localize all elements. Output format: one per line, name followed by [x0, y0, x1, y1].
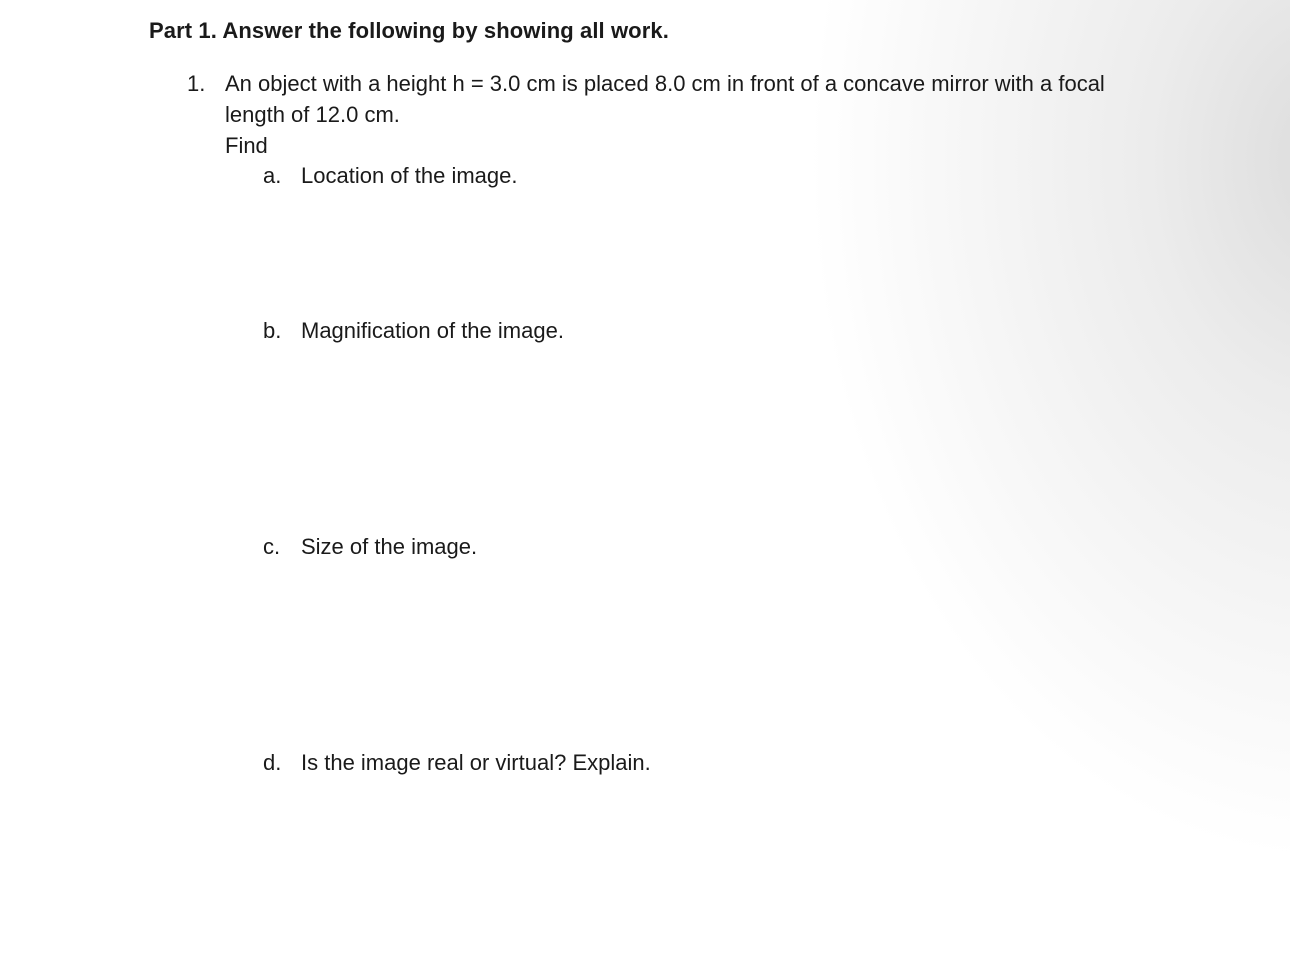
sub-question-letter: b. [263, 318, 282, 343]
sub-question-letter: c. [263, 534, 281, 559]
question-text-line-1: An object with a height h = 3.0 cm is placed 8.0 cm in front of a concave mirror with a focal [225, 71, 1105, 96]
sub-question-text: Magnification of the image. [301, 318, 564, 343]
sub-question-letter: d. [263, 750, 282, 775]
question-find-label: Find [225, 133, 268, 158]
part-heading: Part 1. Answer the following by showing all work. [149, 18, 669, 43]
sub-question-text: Size of the image. [301, 534, 478, 559]
question-body [225, 68, 1155, 161]
question-text-line-2: length of 12.0 cm. [225, 102, 400, 127]
question-number: 1. [187, 71, 206, 96]
sub-question-b [263, 315, 564, 346]
sub-question-d [263, 747, 651, 778]
sub-question-text: Is the image real or virtual? Explain. [301, 750, 651, 775]
sub-question-a [263, 160, 517, 191]
sub-question-text: Location of the image. [301, 163, 518, 188]
sub-question-letter: a. [263, 163, 282, 188]
sub-question-c [263, 531, 477, 562]
